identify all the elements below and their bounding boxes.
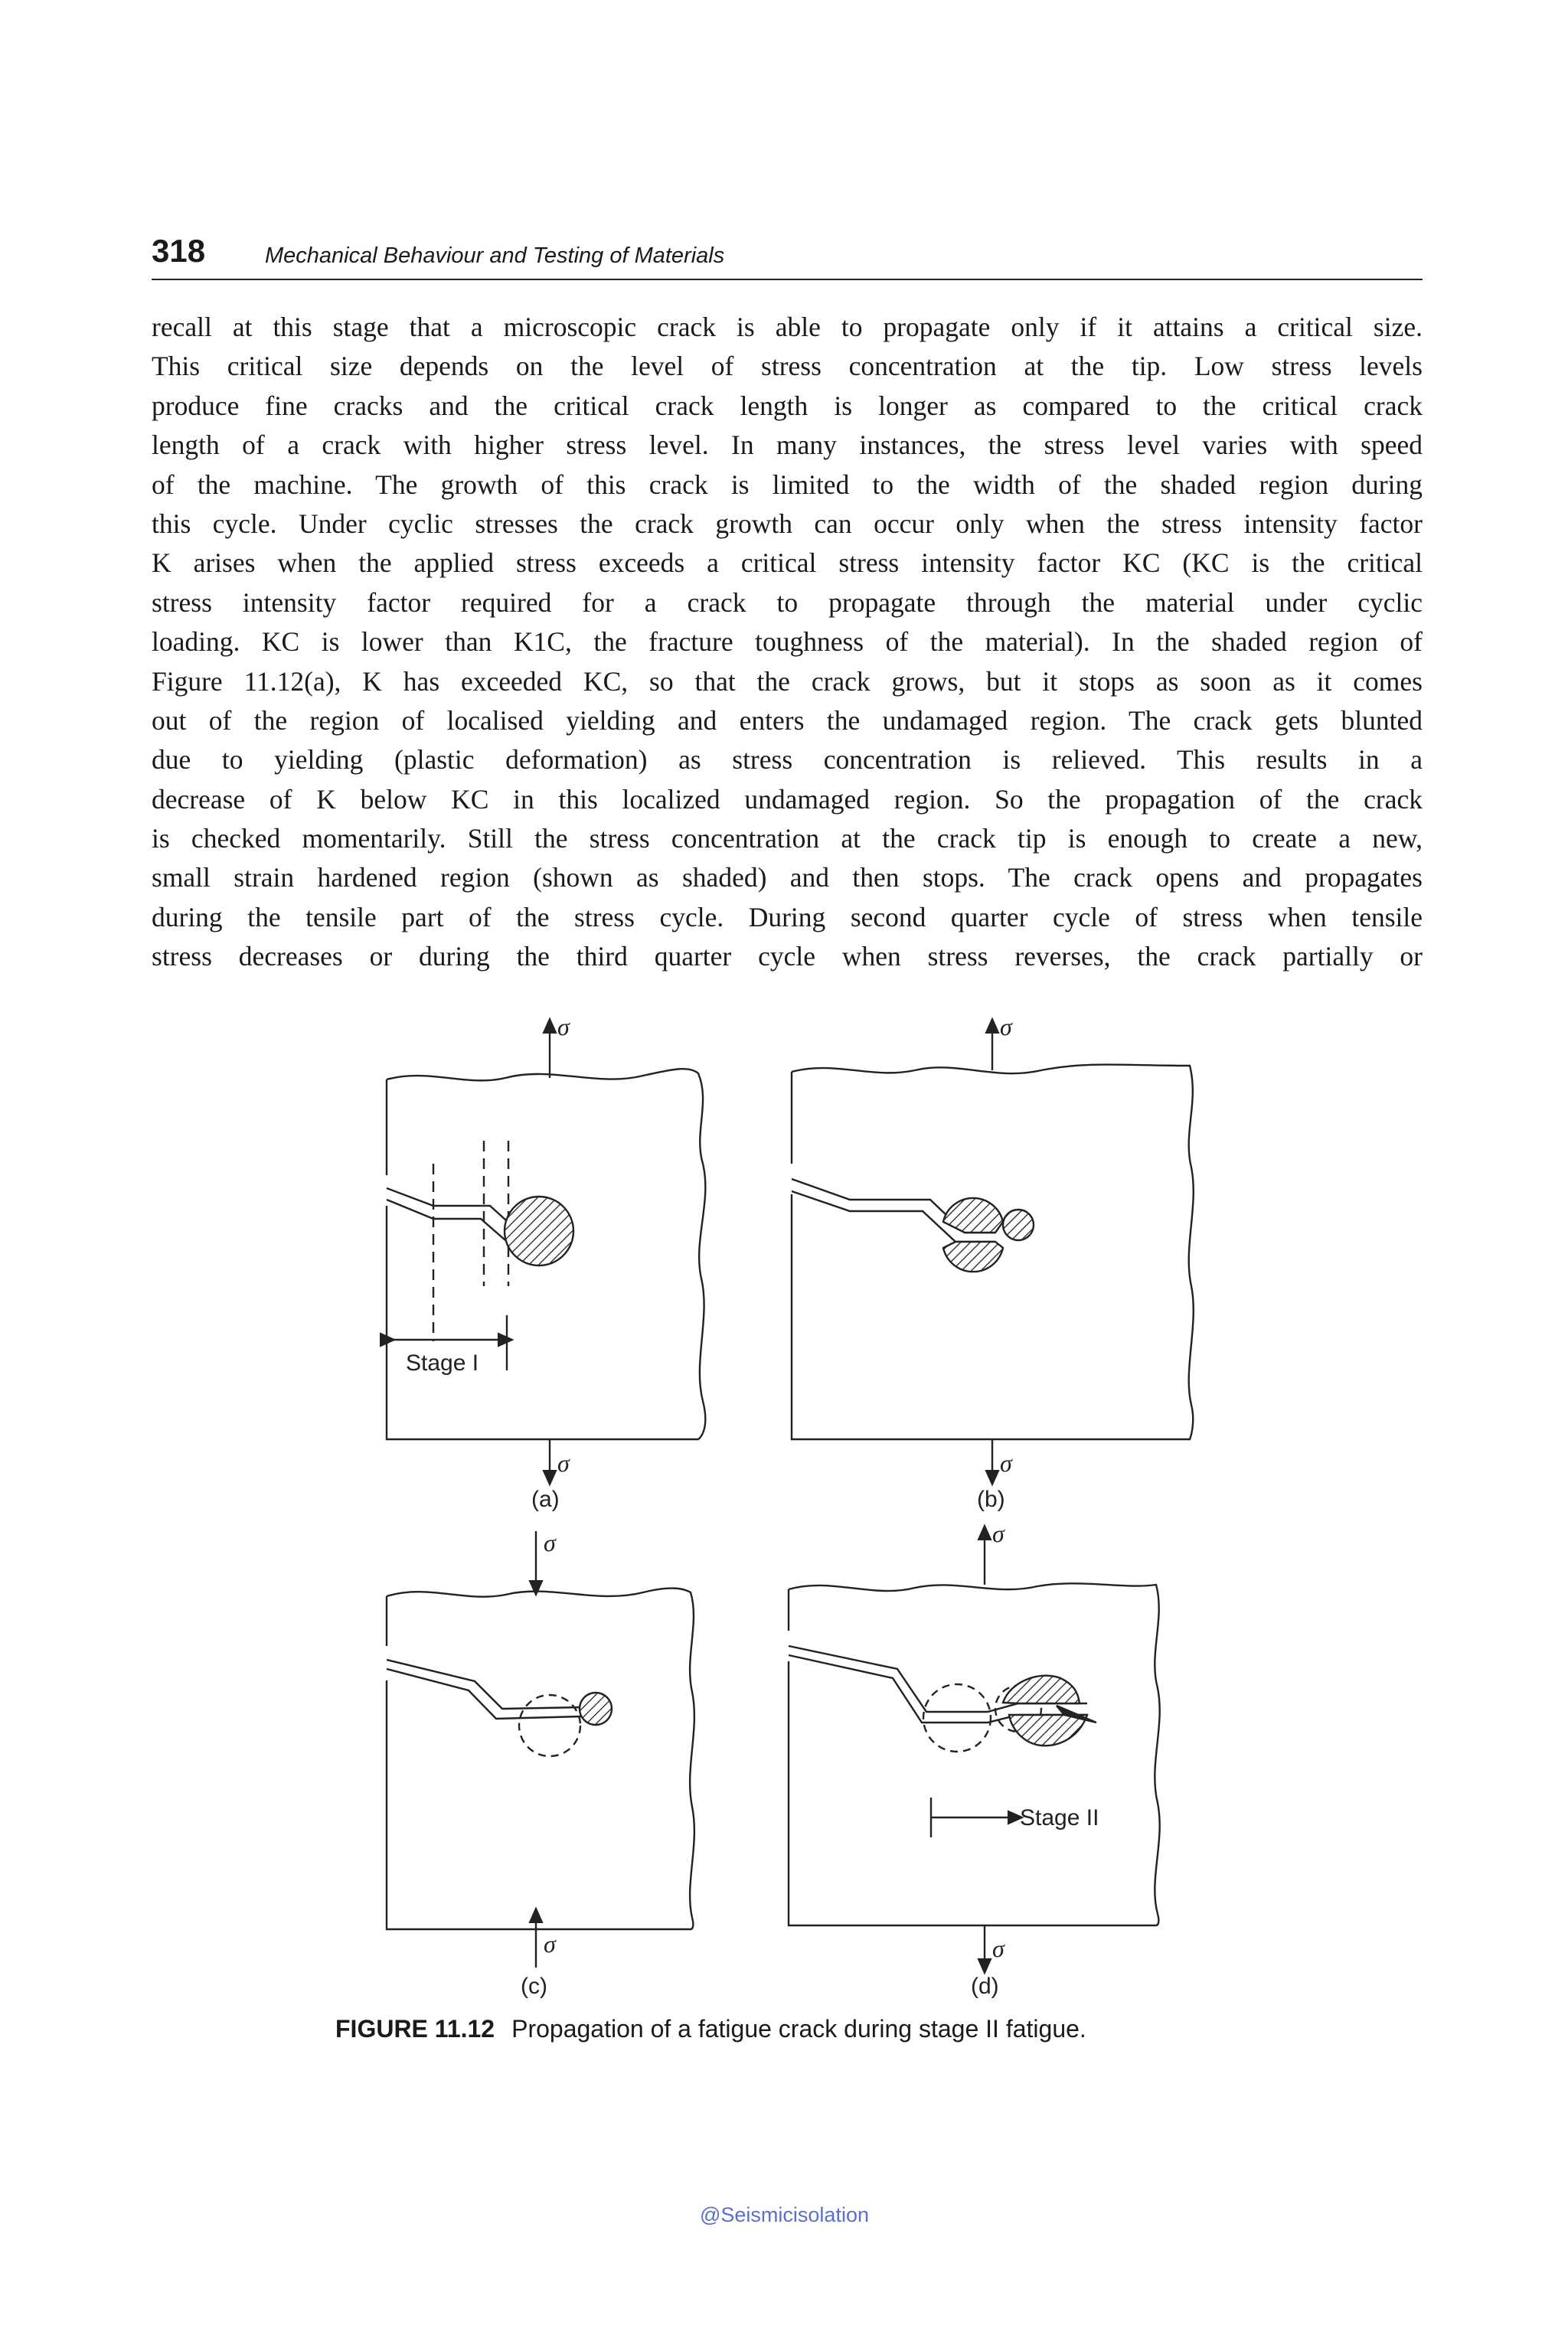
- plastic-zone: [943, 1198, 1003, 1233]
- crack-upper-face: [387, 1660, 582, 1709]
- stage-two-label: Stage II: [1020, 1805, 1099, 1830]
- sigma-label: σ: [1000, 1449, 1012, 1477]
- sigma-label: σ: [557, 1449, 570, 1477]
- body-line: during the tensile part of the stress cycle. During second quarter cycle of stress when tensile: [152, 901, 1423, 932]
- sigma-label: σ: [544, 1529, 556, 1556]
- blunted-zone: [519, 1695, 580, 1756]
- panel-label-a: (a): [531, 1487, 560, 1512]
- specimen-outline: [387, 1589, 694, 1929]
- panel-c: [387, 1531, 694, 1968]
- body-line: This critical size depends on the level of stress concentration at the tip. Low stress levels: [152, 351, 1423, 382]
- new-plastic-zone: [580, 1693, 612, 1725]
- panel-a: [387, 1024, 705, 1479]
- sigma-label: σ: [544, 1930, 556, 1958]
- body-line: of the machine. The growth of this crack is limited to the width of the shaded region during: [152, 469, 1423, 500]
- specimen-outline: [789, 1583, 1160, 1925]
- sigma-label: σ: [992, 1520, 1004, 1547]
- plastic-zone: [1003, 1676, 1080, 1703]
- panel-b: [792, 1024, 1194, 1479]
- blunted-zone: [923, 1684, 991, 1752]
- caption-label: FIGURE 11.12: [335, 2015, 495, 2043]
- body-line: K arises when the applied stress exceeds a critical stress intensity factor KC (KC is the critical: [152, 547, 1423, 579]
- panel-label-d: (d): [971, 1974, 999, 1999]
- body-line: out of the region of localised yielding and enters the undamaged region. The crack gets blunted: [152, 704, 1423, 736]
- panel-label-c: (c): [521, 1974, 547, 1999]
- page-number: 318: [152, 233, 206, 269]
- body-line: is checked momentarily. Still the stress concentration at the crack tip is enough to create a new,: [152, 823, 1423, 854]
- plastic-zone: [943, 1242, 1003, 1272]
- body-line: decrease of K below KC in this localized undamaged region. So the propagation of the crack: [152, 783, 1423, 815]
- body-line: stress intensity factor required for a crack to propagate through the material under cyclic: [152, 586, 1423, 618]
- panel-label-b: (b): [977, 1487, 1005, 1512]
- plastic-zone: [1009, 1715, 1087, 1746]
- running-title: Mechanical Behaviour and Testing of Materials: [265, 243, 725, 268]
- body-line: produce fine cracks and the critical crack length is longer as compared to the critical crack: [152, 390, 1423, 421]
- body-line: loading. KC is lower than K1C, the fracture toughness of the material). In the shaded region of: [152, 626, 1423, 658]
- caption-text: Propagation of a fatigue crack during stage II fatigue.: [511, 2015, 1086, 2043]
- plastic-zone: [505, 1197, 573, 1265]
- figure-caption: [335, 2015, 1086, 2043]
- body-line: due to yielding (plastic deformation) as stress concentration is relieved. This results in a: [152, 744, 1423, 776]
- stage-one-label: Stage I: [406, 1350, 479, 1376]
- sigma-label: σ: [1000, 1013, 1012, 1040]
- body-line: small strain hardened region (shown as shaded) and then stops. The crack opens and propagates: [152, 862, 1423, 893]
- body-line: stress decreases or during the third quarter cycle when stress reverses, the crack partially or: [152, 941, 1423, 972]
- body-line: this cycle. Under cyclic stresses the crack growth can occur only when the stress intensity factor: [152, 508, 1423, 539]
- sigma-label: σ: [557, 1013, 570, 1040]
- body-line: length of a crack with higher stress level. In many instances, the stress level varies with speed: [152, 429, 1423, 461]
- crack-lower-face: [387, 1669, 582, 1719]
- body-line: recall at this stage that a microscopic crack is able to propagate only if it attains a critical size.: [152, 312, 1423, 342]
- body-line: Figure 11.12(a), K has exceeded KC, so that the crack grows, but it stops as soon as it comes: [152, 665, 1423, 697]
- sigma-label: σ: [992, 1935, 1004, 1962]
- panel-d: [789, 1531, 1160, 1968]
- watermark: @Seismicisolation: [700, 2203, 869, 2226]
- new-plastic-zone: [1003, 1210, 1034, 1240]
